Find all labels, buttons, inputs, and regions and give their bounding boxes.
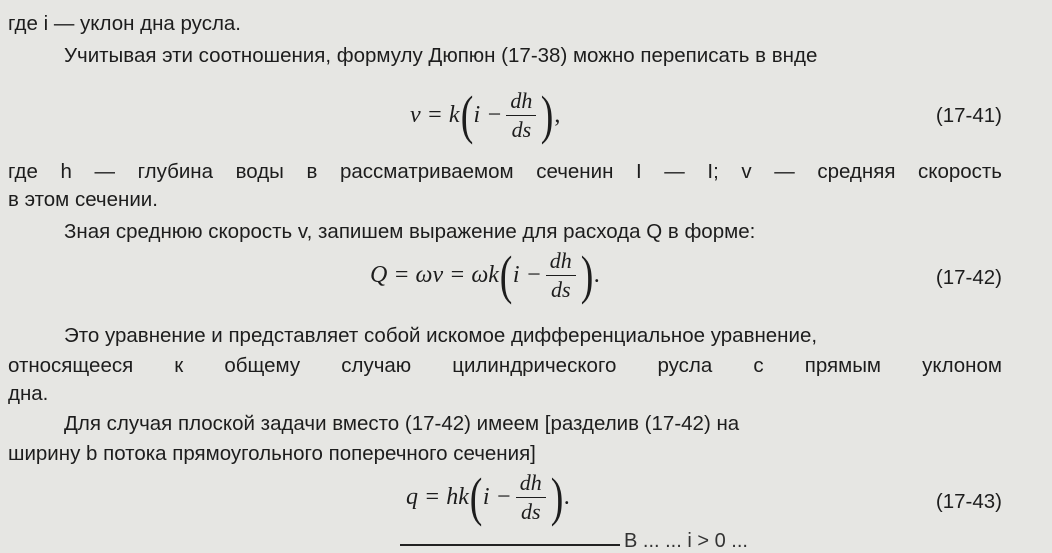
text-line-3: где h — глубина воды в рассматриваемом сеченин I — I; v — средняя скорость	[8, 160, 1002, 183]
eq1-fraction	[506, 89, 536, 142]
eq2-tail: .	[593, 261, 600, 288]
eq2-right-paren: )	[580, 245, 594, 305]
equation-number-17-41: (17-41)	[935, 104, 1002, 127]
eq3-lhs: q = hk	[406, 483, 469, 510]
eq1-tail: ,	[554, 101, 561, 128]
equation-number-17-43: (17-43)	[935, 490, 1002, 513]
eq1-denominator: ds	[511, 116, 532, 142]
eq2-denominator: ds	[551, 276, 571, 302]
eq1-lhs: v = k	[410, 101, 460, 128]
eq1-inner: i −	[473, 101, 503, 128]
text-line-7: относящееся к общему случаю цилиндрического русла с прямым уклоном	[8, 354, 1002, 377]
text-line-6: Это уравнение и представляет собой искомое дифференциальное уравнение,	[64, 324, 818, 347]
eq3-tail: .	[563, 483, 570, 510]
equation-17-43	[406, 467, 570, 527]
text-line-9: Для случая плоской задачи вместо (17-42) имеем [разделив (17-42) на	[64, 412, 740, 435]
eq2-lhs: Q = ωv = ωk	[370, 261, 499, 288]
eq1-numerator: dh	[506, 89, 536, 116]
eq2-fraction	[546, 249, 576, 302]
equation-number-17-42: (17-42)	[935, 266, 1002, 289]
figure-rule	[400, 544, 620, 546]
equation-17-42	[370, 245, 600, 305]
eq3-numerator: dh	[516, 471, 546, 498]
text-line-5: Зная среднюю скорость v, запишем выражение для расхода Q в форме:	[64, 220, 756, 243]
eq3-inner: i −	[482, 483, 512, 510]
eq2-left-paren: (	[499, 245, 513, 305]
cut-off-text: В ... ... i > 0 ...	[624, 530, 748, 552]
eq3-right-paren: )	[550, 467, 564, 527]
text-line-1: где i — уклон дна русла.	[8, 12, 241, 35]
text-line-10: ширину b потока прямоугольного поперечного сечения]	[8, 442, 536, 465]
text-line-4: в этом сечении.	[8, 188, 158, 211]
eq3-fraction	[516, 471, 546, 524]
eq1-right-paren: )	[541, 85, 554, 145]
eq2-numerator: dh	[546, 249, 576, 276]
eq3-denominator: ds	[520, 498, 541, 524]
text-line-8: дна.	[8, 382, 49, 405]
eq3-left-paren: (	[469, 467, 483, 527]
equation-17-41	[410, 85, 561, 145]
text-line-2: Учитывая эти соотношения, формулу Дюпюн (17-38) можно переписать в внде	[64, 44, 818, 67]
eq2-inner: i −	[512, 261, 542, 288]
eq1-left-paren: (	[460, 85, 473, 145]
